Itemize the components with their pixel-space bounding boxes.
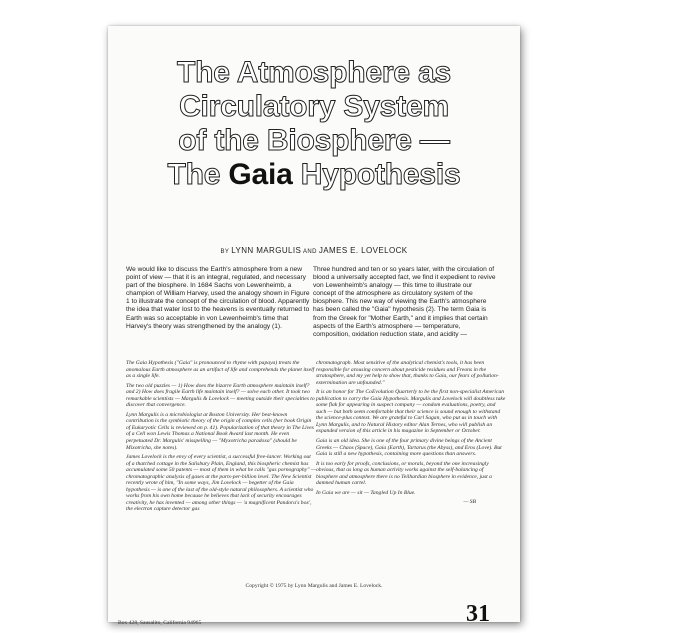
title-line-1: The Atmosphere as [177, 56, 451, 89]
note-paragraph: It is too early for proofs, conclusions, or morals, beyond the one increasingly obvious, that as long as human activity works against the self-balancing of biosphere and atmosphere there is no Teilhardian biosphere in evidence, just a damned human cartel. [316, 460, 492, 487]
title-gaia-word: Gaia [228, 158, 293, 191]
byline-and: AND [301, 249, 319, 255]
note-paragraph: James Lovelock is the envy of every scientist, a successful free-lancer. Working out of a thatched cottage in the Salisbury Plain, England, this biospheric chemist has accumulated some 50 patents — most of them in what he calls "gas pornography" — chromatographic analysis of gases at the parts-per-billion level. The New Scientist recently wrote of him, "In some ways, Jim Lovelock — begetter of the Gaia hypothesis — is one of the last of the old-style natural philosophers. A scientist who works from his own home because he believes that lack of security encourages creativity, he has invented — among other things — 'a magnificent Pandora's box', the electron capture detector gas [126, 454, 316, 513]
note-paragraph: chromatograph. Most sensitive of the analytical chemist's tools, it has been responsible for arousing concern about pesticide residues and Freons in the stratosphere, and my yet help to show that, thanks to Gaia, our fears of pollution-extermination are unfounded." [316, 360, 499, 386]
magazine-page [108, 26, 520, 627]
title-line-2: Circulatory System [179, 90, 449, 123]
title-line-4 [108, 158, 520, 192]
note-paragraph: The two old puzzles — 1) How does the bizarre Earth atmosphere maintain itself? and 2) How does fragile Earth life maintain itself? — solve each other. It took two remarkable scientists — Margulis & Lovelock — meeting outside their specialties to discover that convergence. [126, 382, 315, 409]
editor-note-column-right [316, 360, 506, 509]
byline [108, 246, 520, 255]
note-signoff: — SB [463, 499, 476, 506]
title-line-3: of the Biosphere — [178, 124, 450, 157]
copyright-notice: Copyright © 1975 by Lynn Margulis and James E. Lovelock. [245, 583, 383, 589]
byline-by: BY [220, 249, 232, 255]
note-paragraph: It is an honor for The CoEvolution Quarterly to be the first non-specialist American publication to carry the Gaia Hypothesis. Margulis and Lovelock will doubtless take some flak for appearing in suspect company — condom evaluations, poetry, and such — but both seem comfortable that their science is sound enough to withstand the science-plus context. We are grateful to Carl Sagan, who put us in touch with Lynn Margulis, and to Natural History editor Alan Ternes, who will publish an expanded version of this article in his magazine in September or October. [316, 389, 506, 435]
title-line-4-pre: The [167, 158, 229, 191]
editor-note-column-left [126, 360, 316, 516]
intro-column-right: Three hundred and ten or so years later, with the circulation of blood a universally accepted fact, we find it expedient to revive von Lewenheimb's analogy — this time to illustrate our concept of the atmosphere as circulatory system of the biosphere. This new way of viewing the Earth's atmosphere has been called the "Gaia" hypothesis (2). The term Gaia is from the Greek for "Mother Earth," and it implies that certain aspects of the Earth's atmosphere — temperature, composition, oxidation reduction state, and acidity — [313, 266, 496, 338]
note-paragraph: Lynn Margulis is a microbiologist at Boston University. Her best-known contribution is the symbiotic theory of the origin of complex cells (her book Origin of Eukaryotic Cells is reviewed on p. 41). Popularization of that theory in The Lives of a Cell won Lewis Thomas a National Book Award last month. He even perpetuated Dr. Margulis' misspelling — "Myxotricha paradoxa" (should be Mixotricha, she notes). [126, 411, 314, 451]
note-paragraph: Gaia is an old idea. She is one of the four primary divine beings of the Ancient Greeks — Chaos (Space), Gaia (Earth), Tartarus (the Abyss), and Eros (Love). But Gaia is still a new hypothesis, containing more questions than answers. [316, 438, 502, 458]
title-line-4-post: Hypothesis [292, 158, 461, 191]
byline-author-2: JAMES E. LOVELOCK [318, 246, 408, 255]
page-number: 31 [466, 601, 490, 627]
note-paragraph: In Gaia we are — sit — Tangled Up In Blue. [316, 489, 416, 496]
byline-author-1: LYNN MARGULIS [231, 246, 302, 255]
note-paragraph: The Gaia Hypothesis ("Gaia" is pronounced to rhyme with papaya) treats the anomalous Earth atmosphere as an artifact of life and comprehends the planet itself as a single life. [126, 360, 315, 380]
publisher-address: Box 428, Sausalito, California 94965 [118, 620, 202, 626]
intro-column-left: We would like to discuss the Earth's atmosphere from a new point of view — that it is an integral, regulated, and necessary part of the biosphere. In 1684 Sachs von Lewenheimb, a champion of William Harvey, used the analogy shown in Figure 1 to illustrate the concept of the circulation of blood. Apparently the idea that water lost to the heavens is eventually returned to Earth was so acceptable in von Lewenheimb's time that Harvey's theory was strengthened by the analogy (1). [126, 266, 310, 330]
article-title [108, 56, 520, 192]
